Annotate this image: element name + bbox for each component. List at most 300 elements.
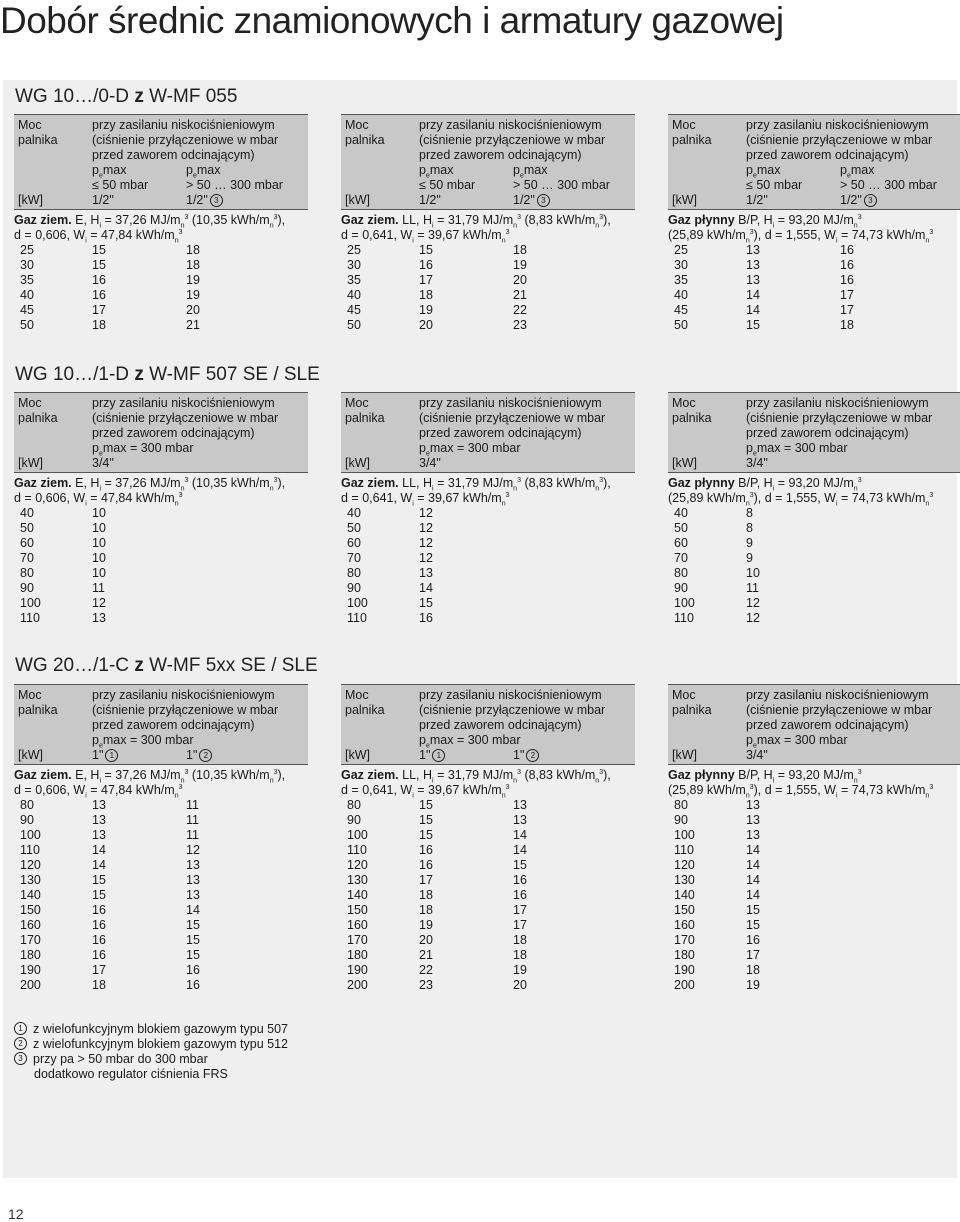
- cell-value: 19: [513, 963, 527, 977]
- table-body: [14, 243, 308, 333]
- cell-value: 60: [674, 536, 688, 550]
- gas-sup: 3: [599, 213, 604, 221]
- table-row: [668, 258, 960, 273]
- cell-value: 12: [92, 596, 106, 610]
- sizing-table: [341, 392, 635, 626]
- burner-power-cell: [341, 303, 419, 318]
- table-header: [668, 684, 960, 765]
- header-cell: [419, 118, 602, 133]
- header-row: [668, 396, 960, 411]
- nominal-diameter-cell: [746, 611, 840, 626]
- gas-sub: i: [85, 237, 87, 245]
- nominal-diameter-cell: [513, 948, 635, 963]
- header-row-pressure: [14, 178, 308, 193]
- cell-value: 200: [674, 978, 695, 992]
- cell-value: 13: [92, 798, 106, 812]
- burner-power-cell: [668, 843, 746, 858]
- gas-description: [668, 213, 960, 243]
- burner-power-cell: [341, 506, 419, 521]
- header-text: (ciśnienie przyłączeniowe w mbar: [746, 133, 933, 147]
- nominal-diameter-cell: [186, 978, 308, 993]
- table-body: [341, 243, 635, 333]
- cell-value: 18: [513, 933, 527, 947]
- nominal-diameter-cell: [419, 798, 513, 813]
- cell-value: 40: [347, 506, 361, 520]
- header-cell: [668, 703, 746, 718]
- table-row: [14, 551, 308, 566]
- burner-power-cell: [14, 843, 92, 858]
- gas-description: [14, 768, 308, 798]
- table-row: [14, 948, 308, 963]
- nominal-diameter-cell: [186, 933, 308, 948]
- footnote-3-continuation: dodatkowo regulator ciśnienia FRS: [34, 1067, 228, 1081]
- table-row: [341, 843, 635, 858]
- cell-value: 17: [513, 903, 527, 917]
- table-header: [14, 392, 308, 473]
- unit-kw: [kW]: [345, 193, 370, 207]
- cell-value: 150: [674, 903, 695, 917]
- nominal-diameter-cell: [513, 978, 635, 993]
- cell-value: 100: [20, 596, 41, 610]
- cell-value: 10: [92, 566, 106, 580]
- table-row: [14, 258, 308, 273]
- cell-value: 110: [674, 843, 694, 857]
- cell-value: 20: [419, 318, 433, 332]
- nominal-diameter-cell: [513, 798, 635, 813]
- nominal-diameter-cell: [513, 858, 635, 873]
- header-row: [14, 688, 308, 703]
- nominal-diameter-cell: [92, 918, 186, 933]
- header-row-size: [341, 456, 635, 471]
- cell-value: 190: [347, 963, 368, 977]
- cell-value: 160: [20, 918, 41, 932]
- footnote-mark: 2: [14, 1037, 27, 1050]
- cell-value: 45: [20, 303, 34, 317]
- table-row: [341, 243, 635, 258]
- cell-value: 16: [92, 288, 106, 302]
- nominal-size: 1/2": [186, 193, 208, 207]
- cell-value: 21: [513, 288, 527, 302]
- header-cell: [341, 411, 419, 426]
- footnote-1: [14, 1022, 288, 1037]
- gas-sub: n: [180, 777, 185, 785]
- gas-heating-value: = 31,79 MJ/m: [433, 476, 514, 490]
- table-row: [14, 978, 308, 993]
- nominal-size: 1/2": [746, 193, 768, 207]
- gas-density: d = 0,641, W: [341, 491, 413, 505]
- section-title-z: z: [134, 655, 144, 676]
- gas-sub: n: [595, 485, 600, 493]
- footnotes: [14, 1022, 288, 1082]
- table-row: [341, 888, 635, 903]
- header-text: (ciśnienie przyłączeniowe w mbar: [92, 703, 279, 717]
- cell-value: 18: [746, 963, 760, 977]
- cell-value: 14: [513, 843, 527, 857]
- size-cell: [186, 748, 308, 763]
- gas-heating-value-kwh: (8,83 kWh/m: [520, 476, 596, 490]
- cell-value: 10: [92, 536, 106, 550]
- table-header: [341, 392, 635, 473]
- gas-sub: i: [432, 777, 434, 785]
- size-cell: [419, 193, 513, 208]
- burner-power-cell: [14, 888, 92, 903]
- cell-value: 110: [20, 843, 40, 857]
- cell-value: 110: [347, 611, 367, 625]
- cell-value: 18: [186, 258, 200, 272]
- nominal-diameter-cell: [746, 521, 840, 536]
- footnote-text: z wielofunkcyjnym blokiem gazowym typu 507: [33, 1022, 288, 1036]
- gas-heating-value: = 93,20 MJ/m: [774, 476, 854, 490]
- table-row: [668, 858, 960, 873]
- pe-subscript: e: [752, 742, 757, 750]
- burner-power-cell: [668, 596, 746, 611]
- header-label: Moc: [345, 688, 369, 702]
- nominal-diameter-cell: [419, 521, 513, 536]
- gas-sup: 3: [184, 768, 189, 776]
- gas-sub: n: [174, 792, 179, 800]
- pressure-low: ≤ 50 mbar: [92, 178, 149, 192]
- cell-value: 90: [347, 581, 361, 595]
- burner-power-cell: [14, 551, 92, 566]
- pe-label: p: [746, 441, 753, 455]
- nominal-diameter-cell: [746, 888, 840, 903]
- table-row: [14, 273, 308, 288]
- nominal-diameter-cell: [186, 858, 308, 873]
- nominal-diameter-cell: [419, 303, 513, 318]
- nominal-diameter-cell: [419, 258, 513, 273]
- header-row: [341, 118, 635, 133]
- header-label: Moc: [18, 396, 42, 410]
- gas-sub: n: [925, 500, 930, 508]
- nominal-diameter-cell: [92, 828, 186, 843]
- header-text: (ciśnienie przyłączeniowe w mbar: [746, 411, 933, 425]
- cell-value: 13: [186, 858, 200, 872]
- cell-value: 17: [513, 918, 527, 932]
- header-label: palnika: [345, 411, 385, 425]
- header-row-pe: [341, 163, 635, 178]
- cell-value: 45: [674, 303, 688, 317]
- cell-value: 16: [419, 858, 433, 872]
- cell-value: 9: [746, 551, 753, 565]
- pe-max-label: max = 300 mbar: [756, 441, 848, 455]
- burner-power-cell: [14, 303, 92, 318]
- cell-value: 40: [674, 288, 688, 302]
- table-row: [341, 551, 635, 566]
- header-row: [341, 148, 635, 163]
- nominal-diameter-cell: [419, 506, 513, 521]
- nominal-diameter-cell: [513, 963, 635, 978]
- cell-value: 13: [186, 873, 200, 887]
- cell-value: 23: [419, 978, 433, 992]
- gas-sub: n: [513, 485, 518, 493]
- cell-value: 200: [347, 978, 368, 992]
- nominal-diameter-cell: [92, 963, 186, 978]
- gas-density: d = 0,641, W: [341, 228, 413, 242]
- cell-value: 90: [20, 813, 34, 827]
- header-cell: [419, 148, 582, 163]
- table-row: [341, 978, 635, 993]
- gas-type: E, H: [71, 213, 100, 227]
- size-cell: [92, 193, 186, 208]
- nominal-diameter-cell: [746, 258, 840, 273]
- gas-sup: 3: [929, 783, 934, 791]
- cell-value: 25: [674, 243, 688, 257]
- nominal-diameter-cell: [186, 903, 308, 918]
- gas-sub: n: [269, 222, 274, 230]
- header-text: przy zasilaniu niskociśnieniowym: [92, 688, 275, 702]
- table-row: [668, 596, 960, 611]
- header-text: przed zaworem odcinającym): [419, 718, 582, 732]
- header-cell: [668, 426, 746, 441]
- cell-value: 16: [419, 258, 433, 272]
- cell-value: 30: [347, 258, 361, 272]
- cell-value: 15: [419, 798, 433, 812]
- nominal-diameter-cell: [92, 288, 186, 303]
- pe-label: p: [419, 163, 426, 177]
- unit-kw: [kW]: [18, 456, 43, 470]
- gas-density: d = 0,606, W: [14, 228, 86, 242]
- cell-value: 50: [347, 318, 361, 332]
- size-cell: [92, 748, 186, 763]
- cell-value: 15: [513, 858, 527, 872]
- header-cell: [746, 396, 929, 411]
- cell-value: 14: [746, 303, 760, 317]
- table-row: [341, 813, 635, 828]
- nominal-diameter-cell: [419, 596, 513, 611]
- table-body: [341, 506, 635, 626]
- pe-subscript: e: [192, 172, 197, 180]
- burner-power-cell: [14, 813, 92, 828]
- header-cell: [746, 411, 932, 426]
- gas-sup: 3: [749, 228, 754, 236]
- nominal-diameter-cell: [92, 888, 186, 903]
- gas-sub: i: [835, 500, 838, 508]
- cell-value: 14: [746, 843, 760, 857]
- cell-value: 80: [20, 566, 34, 580]
- cell-value: 18: [419, 288, 433, 302]
- size-cell: [746, 748, 840, 763]
- nominal-diameter-cell: [513, 933, 635, 948]
- nominal-diameter-cell: [92, 798, 186, 813]
- cell-value: 40: [347, 288, 361, 302]
- gas-sup: 3: [517, 213, 521, 221]
- header-cell: [14, 703, 92, 718]
- gas-type: E, H: [71, 768, 100, 782]
- cell-value: 190: [20, 963, 41, 977]
- nominal-diameter-cell: [419, 873, 513, 888]
- table-body: [668, 243, 960, 333]
- cell-value: 80: [674, 798, 688, 812]
- nominal-diameter-cell: [186, 828, 308, 843]
- gas-description: [668, 476, 960, 506]
- nominal-diameter-cell: [746, 243, 840, 258]
- table-row: [341, 828, 635, 843]
- pe-subscript: e: [846, 172, 851, 180]
- burner-power-cell: [14, 858, 92, 873]
- gas-density: d = 0,606, W: [14, 491, 86, 505]
- cell-value: 16: [840, 258, 854, 272]
- header-text: przy zasilaniu niskociśnieniowym: [746, 688, 929, 702]
- cell-value: 100: [674, 596, 695, 610]
- table-row: [668, 798, 960, 813]
- cell-value: 16: [840, 243, 854, 257]
- burner-power-cell: [668, 581, 746, 596]
- cell-value: 14: [746, 873, 760, 887]
- cell-value: 14: [746, 288, 760, 302]
- cell-value: 18: [513, 243, 527, 257]
- cell-value: 17: [840, 303, 854, 317]
- size-cell: [419, 748, 513, 763]
- nominal-diameter-cell: [92, 566, 186, 581]
- header-row: [14, 703, 308, 718]
- cell-value: 16: [186, 978, 200, 992]
- cell-value: 100: [20, 828, 41, 842]
- cell-value: 14: [419, 581, 433, 595]
- gas-description: [14, 476, 308, 506]
- nominal-diameter-cell: [746, 858, 840, 873]
- gas-heating-value: = 31,79 MJ/m: [433, 213, 514, 227]
- gas-sub: n: [180, 222, 185, 230]
- cell-value: 160: [347, 918, 368, 932]
- unit-kw: [kW]: [672, 193, 697, 207]
- table-row: [668, 978, 960, 993]
- cell-value: 30: [20, 258, 34, 272]
- pe-subscript: e: [425, 742, 430, 750]
- header-text: (ciśnienie przyłączeniowe w mbar: [419, 703, 606, 717]
- table-row: [668, 963, 960, 978]
- table-row: [341, 798, 635, 813]
- table-row: [668, 318, 960, 333]
- gas-sup: 3: [517, 476, 521, 484]
- burner-power-cell: [14, 318, 92, 333]
- header-cell: [341, 118, 419, 133]
- header-row-pe: [14, 441, 308, 456]
- footnote-ref: 2: [199, 749, 212, 762]
- pressure-high: > 50 … 300 mbar: [186, 178, 283, 192]
- nominal-diameter-cell: [186, 918, 308, 933]
- header-label: palnika: [672, 133, 712, 147]
- nominal-diameter-cell: [746, 318, 840, 333]
- cell-value: 11: [92, 581, 105, 595]
- table-row: [668, 273, 960, 288]
- burner-power-cell: [668, 888, 746, 903]
- nominal-diameter-cell: [513, 843, 635, 858]
- cell-value: 190: [674, 963, 695, 977]
- sizing-table: [14, 114, 308, 333]
- cell-value: 19: [186, 273, 200, 287]
- table-row: [668, 521, 960, 536]
- header-label: palnika: [18, 133, 58, 147]
- cell-value: 16: [186, 963, 200, 977]
- header-label: Moc: [345, 396, 369, 410]
- table-row: [341, 596, 635, 611]
- cell-value: 12: [186, 843, 200, 857]
- header-row: [14, 396, 308, 411]
- header-row-pe: [668, 441, 960, 456]
- table-row: [14, 888, 308, 903]
- footnote-3: [14, 1052, 288, 1067]
- table-header: [341, 684, 635, 765]
- nominal-diameter-cell: [419, 243, 513, 258]
- burner-power-cell: [668, 506, 746, 521]
- cell-value: 15: [419, 243, 433, 257]
- header-cell: [92, 148, 255, 163]
- nominal-diameter-cell: [186, 243, 308, 258]
- nominal-diameter-cell: [746, 581, 840, 596]
- nominal-diameter-cell: [186, 303, 308, 318]
- cell-value: 14: [746, 888, 760, 902]
- burner-power-cell: [341, 551, 419, 566]
- pe-subscript: e: [752, 172, 757, 180]
- nominal-diameter-cell: [513, 873, 635, 888]
- cell-value: 15: [186, 948, 200, 962]
- burner-power-cell: [668, 903, 746, 918]
- table-row: [341, 273, 635, 288]
- header-cell: [668, 688, 746, 703]
- gas-sub: n: [925, 237, 930, 245]
- nominal-diameter-cell: [92, 948, 186, 963]
- cell-value: 13: [419, 566, 433, 580]
- pe-label: p: [92, 163, 99, 177]
- gas-sub: n: [745, 500, 750, 508]
- pe-label: p: [746, 733, 753, 747]
- pressure-high: > 50 … 300 mbar: [840, 178, 937, 192]
- pe-subscript: e: [98, 172, 103, 180]
- header-row-pe: [341, 441, 635, 456]
- cell-value: 15: [746, 918, 760, 932]
- cell-value: 19: [746, 978, 760, 992]
- header-row: [341, 688, 635, 703]
- cell-value: 16: [92, 933, 106, 947]
- burner-power-cell: [14, 798, 92, 813]
- gas-density: d = 0,641, W: [341, 783, 413, 797]
- footnote-mark: 1: [14, 1022, 27, 1035]
- cell-value: 130: [347, 873, 368, 887]
- burner-power-cell: [14, 536, 92, 551]
- cell-value: 16: [92, 273, 106, 287]
- table-row: [14, 243, 308, 258]
- cell-value: 18: [419, 888, 433, 902]
- burner-power-cell: [14, 933, 92, 948]
- header-cell: [746, 426, 909, 441]
- table-row: [668, 903, 960, 918]
- pe-max-label: max: [102, 163, 127, 177]
- header-cell: [419, 396, 602, 411]
- gas-sub: i: [412, 237, 414, 245]
- nominal-size: 1": [92, 748, 104, 762]
- header-cell: [341, 148, 419, 163]
- footnote-text: przy pa > 50 mbar do 300 mbar: [33, 1052, 208, 1066]
- nominal-size: 1": [186, 748, 198, 762]
- table-row: [668, 611, 960, 626]
- gas-name: Gaz ziem.: [341, 476, 399, 490]
- burner-power-cell: [341, 566, 419, 581]
- table-row: [14, 918, 308, 933]
- burner-power-cell: [14, 948, 92, 963]
- nominal-diameter-cell: [513, 273, 635, 288]
- gas-sub: n: [180, 485, 185, 493]
- nominal-diameter-cell: [513, 813, 635, 828]
- gas-description: [341, 476, 635, 506]
- burner-power-cell: [341, 243, 419, 258]
- gas-wobbe: = 39,67 kWh/m: [413, 491, 502, 505]
- gas-sub: n: [853, 222, 858, 230]
- cell-value: 21: [186, 318, 200, 332]
- unit-kw: [kW]: [18, 748, 43, 762]
- gas-sub: n: [595, 777, 600, 785]
- cell-value: 70: [20, 551, 34, 565]
- nominal-diameter-cell: [92, 581, 186, 596]
